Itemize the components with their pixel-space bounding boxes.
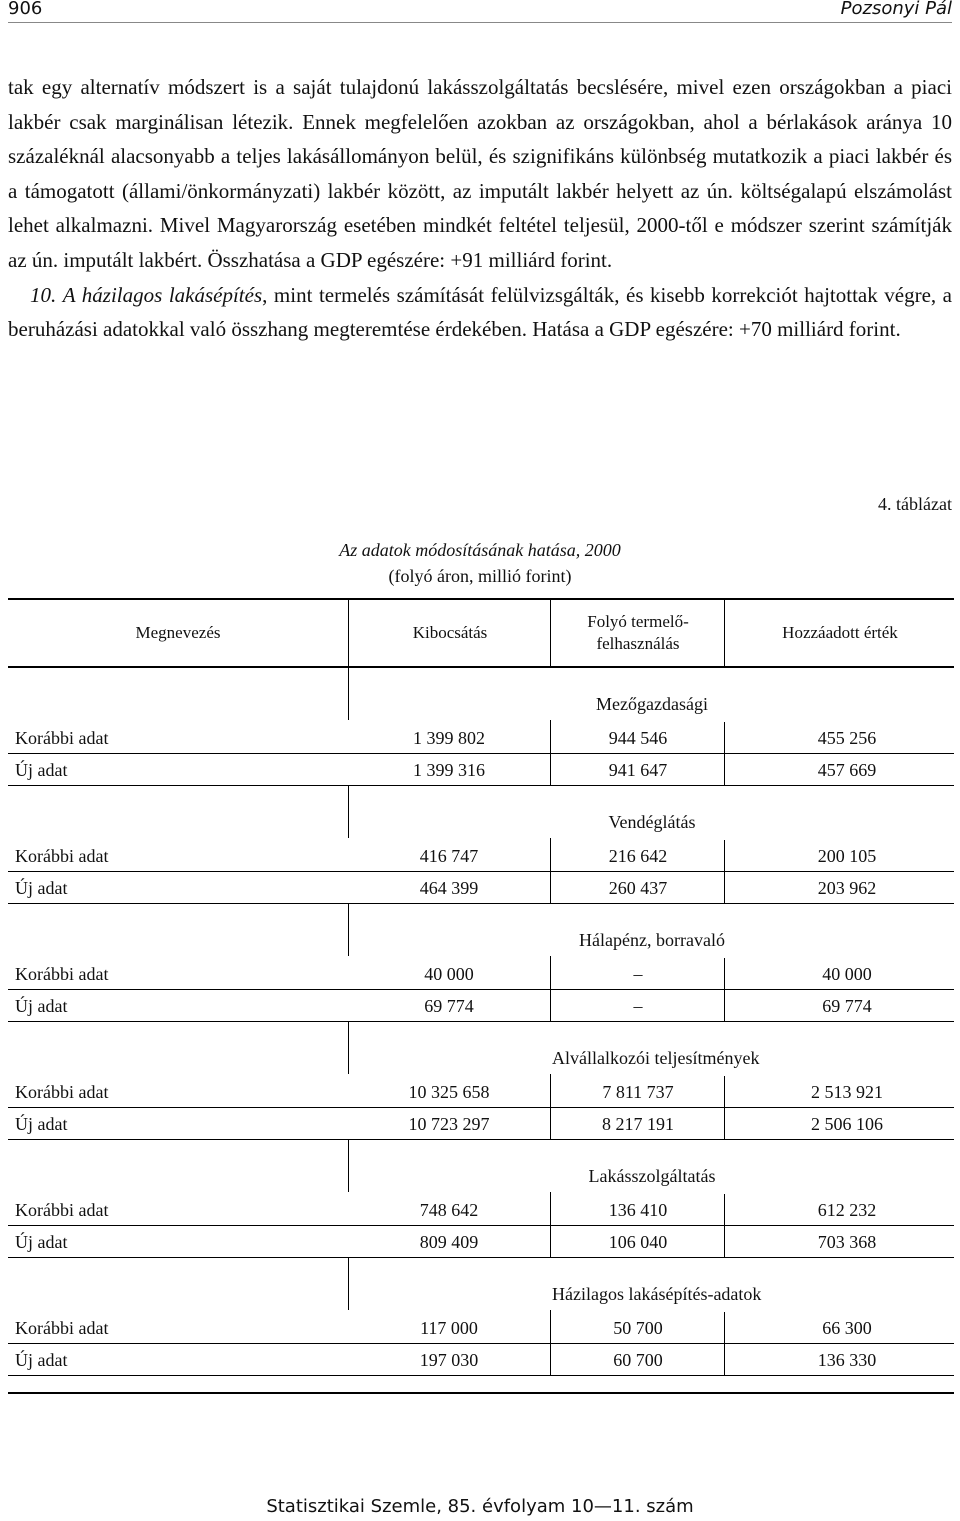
cell-value-added: 2 513 921 <box>811 1082 883 1102</box>
page-number: 906 <box>8 0 43 19</box>
cell-value-added: 203 962 <box>817 878 877 898</box>
table-section <box>8 1140 954 1258</box>
table-title: Az adatok módosításának hatása, 2000 <box>339 540 621 560</box>
cell-intermediate-consumption: 106 040 <box>608 1232 668 1252</box>
table-row <box>8 990 954 1022</box>
table-bottom-rule <box>8 1392 954 1394</box>
row-label: Új adat <box>15 878 68 898</box>
table-row <box>8 722 954 754</box>
cell-value-added: 69 774 <box>822 996 872 1016</box>
row-label: Korábbi adat <box>15 1318 109 1338</box>
paragraph-1: tak egy alternatív módszert is a saját tulajdonú lakásszolgáltatás becslésére, mivel ezen országokban a piaci lakbér csak marginálisan létezik. Ennek megfelelően azokban az országokban, ahol a bérlakások aránya 10 százaléknál alacsonyabb a teljes lakásállományon belül, és szignifikáns különbség mutatkozik a piaci lakbér és a támogatott (állami/önkormányzati) lakbér között, az imputált lakbér helyett az ún. költségalapú elszámolást lehet alkalmazni. Mivel Magyarország esetében mindkét feltétel teljesül, 2000-től e módszer szerint számítják az ún. imputált lakbért. Összhatása a GDP egészére: +91 milliárd forint. <box>8 75 952 272</box>
row-label: Korábbi adat <box>15 1082 109 1102</box>
table-section <box>8 904 954 1022</box>
cell-output: 464 399 <box>419 878 479 898</box>
cell-value-added: 136 330 <box>817 1350 877 1370</box>
cell-value-added: 612 232 <box>817 1200 877 1220</box>
column-divider <box>348 904 349 956</box>
row-label: Új adat <box>15 1350 68 1370</box>
cell-output: 40 000 <box>424 964 474 984</box>
paragraph-2-text: , mint termelés számítását felülvizsgálták, és kisebb korrekciót hajtottak végre, a beruházási adatokkal való összhang megteremtése érdekében. Hatása a GDP egészére: +70 milliárd forint. <box>8 282 953 342</box>
section-title: Mezőgazdasági <box>596 694 708 714</box>
cell-output: 416 747 <box>419 846 479 866</box>
row-rule <box>8 1375 954 1376</box>
section-title: Hálapénz, borravaló <box>579 930 725 950</box>
table-body <box>8 668 954 1376</box>
cell-intermediate-consumption: 60 700 <box>613 1350 663 1370</box>
table-row <box>8 1108 954 1140</box>
header-output: Kibocsátás <box>348 600 551 666</box>
cell-intermediate-consumption: 50 700 <box>613 1318 663 1338</box>
cell-value-added: 2 506 106 <box>811 1114 883 1134</box>
section-title: Házilagos lakásépítés-adatok <box>552 1284 762 1304</box>
column-divider <box>348 668 349 720</box>
header-name: Megnevezés <box>135 623 221 642</box>
cell-output: 69 774 <box>424 996 474 1016</box>
section-title: Lakásszolgáltatás <box>588 1166 716 1186</box>
table-row <box>8 1344 954 1376</box>
table-row <box>8 872 954 904</box>
cell-output: 1 399 802 <box>413 728 485 748</box>
cell-intermediate-consumption: 216 642 <box>608 846 668 866</box>
data-table <box>8 598 954 1376</box>
table-section <box>8 1022 954 1140</box>
column-divider <box>348 1140 349 1192</box>
running-author: Pozsonyi Pál <box>840 0 952 19</box>
header-intermediate-consumption-label: Folyó termelő-felhasználás <box>587 612 689 653</box>
body-text <box>8 70 952 347</box>
section-title: Vendéglátás <box>608 812 696 832</box>
cell-intermediate-consumption: 8 217 191 <box>602 1114 674 1134</box>
section-title: Alvállalkozói teljesítmények <box>552 1048 760 1068</box>
header-value-added: Hozzáadott érték <box>724 600 955 666</box>
cell-intermediate-consumption: 136 410 <box>608 1200 668 1220</box>
table-row <box>8 1312 954 1344</box>
cell-output: 1 399 316 <box>413 760 485 780</box>
cell-value-added: 200 105 <box>817 846 877 866</box>
table-section <box>8 1258 954 1376</box>
cell-intermediate-consumption: – <box>633 996 643 1016</box>
cell-output: 10 723 297 <box>408 1114 490 1134</box>
header-intermediate-consumption <box>550 600 725 666</box>
table-row <box>8 958 954 990</box>
table-number: 4. táblázat <box>878 494 952 514</box>
paragraph-2-number: 10. <box>30 282 57 307</box>
cell-intermediate-consumption: 941 647 <box>608 760 668 780</box>
table-section <box>8 786 954 904</box>
table-row <box>8 1194 954 1226</box>
table-row <box>8 1076 954 1108</box>
row-label: Korábbi adat <box>15 964 109 984</box>
header-rule <box>8 22 952 23</box>
row-label: Új adat <box>15 996 68 1016</box>
cell-output: 117 000 <box>420 1318 478 1338</box>
cell-value-added: 457 669 <box>817 760 877 780</box>
table-subtitle: (folyó áron, millió forint) <box>388 566 572 586</box>
table-section <box>8 668 954 786</box>
paragraph-2-term: A házilagos lakásépítés <box>62 282 263 307</box>
cell-value-added: 40 000 <box>822 964 872 984</box>
cell-intermediate-consumption: 944 546 <box>608 728 668 748</box>
cell-output: 809 409 <box>419 1232 479 1252</box>
row-label: Korábbi adat <box>15 846 109 866</box>
row-label: Korábbi adat <box>15 728 109 748</box>
cell-intermediate-consumption: 7 811 737 <box>602 1082 674 1102</box>
cell-output: 10 325 658 <box>408 1082 490 1102</box>
row-label: Új adat <box>15 1232 68 1252</box>
row-label: Új adat <box>15 1114 68 1134</box>
paragraph-2 <box>8 278 952 347</box>
table-row <box>8 840 954 872</box>
column-divider <box>348 1258 349 1310</box>
journal-footer: Statisztikai Szemle, 85. évfolyam 10—11. szám <box>266 1496 694 1517</box>
column-divider <box>348 1022 349 1074</box>
row-label: Új adat <box>15 760 68 780</box>
cell-intermediate-consumption: – <box>633 964 643 984</box>
page-header <box>0 0 960 24</box>
table-row <box>8 754 954 786</box>
row-label: Korábbi adat <box>15 1200 109 1220</box>
cell-value-added: 455 256 <box>817 728 877 748</box>
cell-value-added: 66 300 <box>822 1318 872 1338</box>
cell-intermediate-consumption: 260 437 <box>608 878 668 898</box>
cell-value-added: 703 368 <box>817 1232 877 1252</box>
table-header-row <box>8 598 954 668</box>
cell-output: 748 642 <box>419 1200 479 1220</box>
column-divider <box>348 786 349 838</box>
cell-output: 197 030 <box>419 1350 479 1370</box>
table-row <box>8 1226 954 1258</box>
